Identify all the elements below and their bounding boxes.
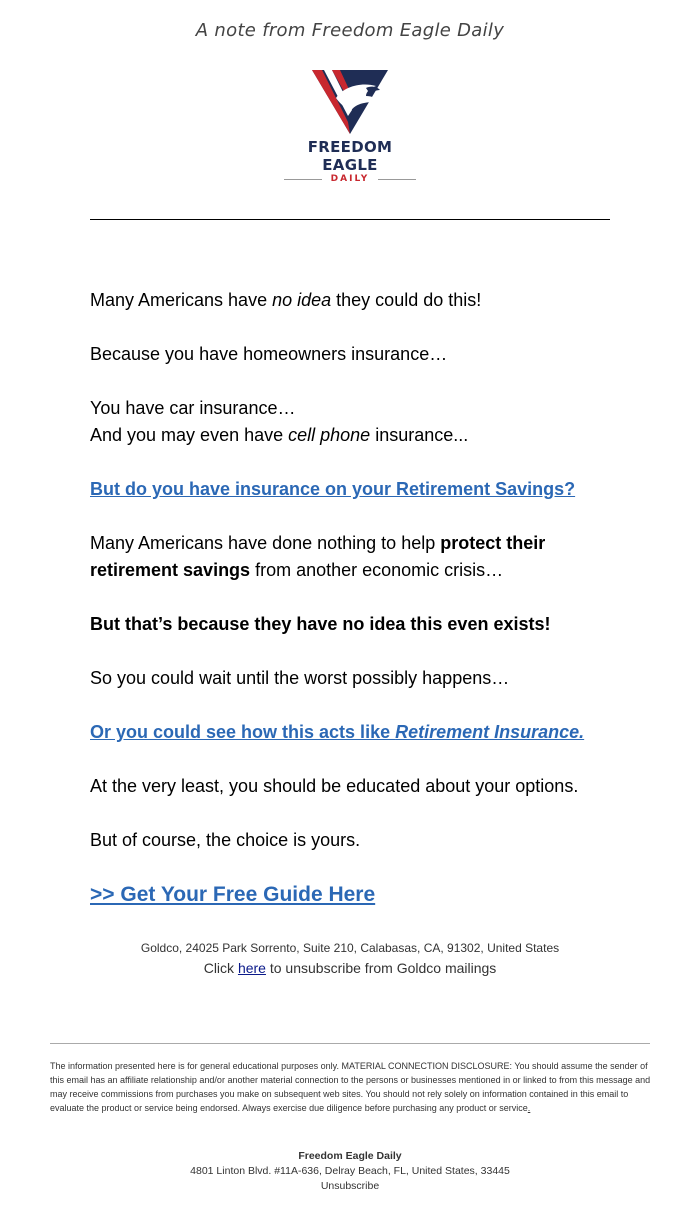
text: Many Americans have <box>90 290 273 310</box>
footer-name: Freedom Eagle Daily <box>298 1150 402 1162</box>
sender-address: Goldco, 24025 Park Sorrento, Suite 210, Calabasas, CA, 91302, United States <box>140 941 560 955</box>
paragraph-9: At the very least, you should be educated about your options. <box>90 776 579 796</box>
header-divider <box>90 219 610 220</box>
strong-text: protect their retirement savings <box>90 533 546 580</box>
text: to unsubscribe from Goldco mailings <box>265 960 497 976</box>
header-note: A note from Freedom Eagle Daily <box>195 20 505 41</box>
text: from another economic crisis… <box>250 560 504 580</box>
paragraph-2: Because you have homeowners insurance… <box>90 344 448 364</box>
disclaimer-period: . <box>527 1103 531 1113</box>
footer-unsubscribe-link[interactable]: Unsubscribe <box>320 1180 380 1192</box>
footer-divider <box>50 1043 650 1044</box>
retirement-insurance-link[interactable] <box>90 722 584 742</box>
emphasis: no idea <box>272 290 332 310</box>
text: insurance... <box>370 425 469 445</box>
logo[interactable] <box>280 68 420 184</box>
paragraph-3 <box>90 395 610 449</box>
logo-name: FREEDOM EAGLE <box>307 138 393 174</box>
disclaimer <box>50 1059 652 1115</box>
retirement-savings-link[interactable]: But do you have insurance on your Retirement Savings? <box>90 479 576 499</box>
logo-sub: DAILY <box>280 174 420 184</box>
footer-address: 4801 Linton Blvd. #11A-636, Delray Beach, FL, United States, 33445 <box>190 1165 510 1177</box>
paragraph-7: So you could wait until the worst possibly happens… <box>90 668 510 688</box>
free-guide-link[interactable]: >> Get Your Free Guide Here <box>90 883 376 906</box>
link-emphasis[interactable]: Retirement Insurance. <box>395 722 585 742</box>
paragraph-10: But of course, the choice is yours. <box>90 830 361 850</box>
email-body <box>90 287 610 936</box>
sender-unsubscribe-line <box>0 959 700 977</box>
paragraph-4 <box>90 476 610 503</box>
text: Click <box>203 960 238 976</box>
footer <box>0 1149 700 1194</box>
text: You have car insurance… <box>90 398 296 418</box>
emphasis: cell phone <box>288 425 371 445</box>
text: Many Americans have done nothing to help <box>90 533 441 553</box>
strong-text: But that’s because they have no idea this even exists! <box>90 614 551 634</box>
paragraph-1 <box>90 287 610 314</box>
paragraph-8 <box>90 719 610 746</box>
eagle-logo-icon <box>310 68 390 136</box>
paragraph-6 <box>90 611 610 638</box>
paragraph-5 <box>90 530 610 584</box>
text: they could do this! <box>331 290 482 310</box>
disclaimer-text: The information presented here is for general educational purposes only. MATERIAL CONNECTION DISCLOSURE: You should assume the sender of this email has an affiliate relationship and/or another material connection to the persons or businesses mentioned in or linked to from this message and may receive commissions from purchases you make on subsequent web sites. You should not rely solely on information contained in this email to evaluate the product or service being endorsed. Always exercise due diligence before purchasing any product or service <box>50 1061 651 1113</box>
link-text[interactable]: Or you could see how this acts like <box>90 722 396 742</box>
text: And you may even have <box>90 425 289 445</box>
unsubscribe-here-link[interactable]: here <box>237 960 266 976</box>
paragraph-cta <box>90 881 610 909</box>
